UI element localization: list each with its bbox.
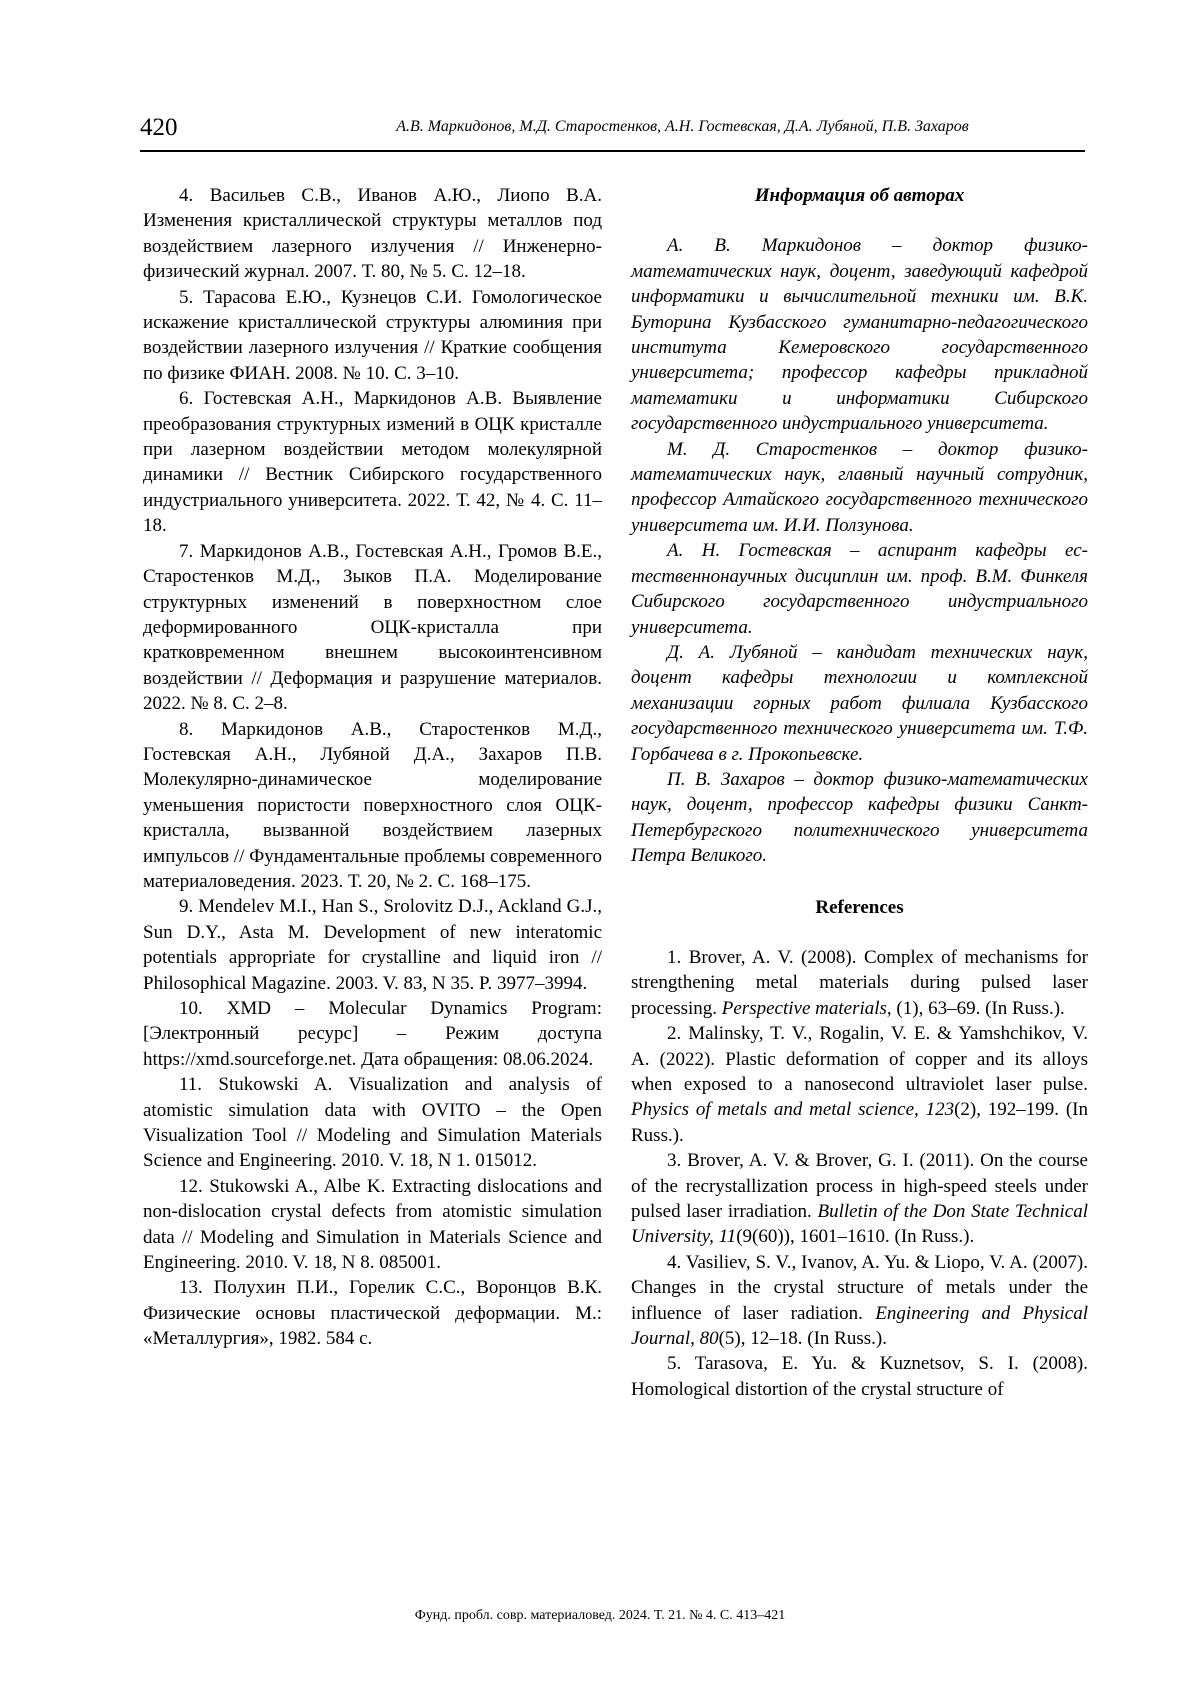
right-column: [631, 183, 1088, 1402]
reference-en-4: 4. Vasiliev, S. V., Ivanov, A. Yu. & Liopo, V. A. (2007). Changes in the crystal structure of metals under the influence of laser radiation. Engineering and Physical Journal, 80(5), 12–18. (In Russ.).: [631, 1251, 1088, 1350]
reference-ru-7: 7. Маркидонов А.В., Гостевская А.Н., Громов В.Е., Старостенков М.Д., Зыков П.А. Моделирование структурных изменений в поверхностном слое деформированного ОЦК-кристалла при кратковременном внешнем высокоинтенсивном воздействии // Деформация и разрушение материалов. 2022. № 8. С. 2–8.: [143, 540, 602, 715]
reference-ru-5: 5. Тарасова Е.Ю., Кузнецов С.И. Гомологическое искажение кристаллической структуры алюминия при воздействии лазерного излучения // Краткие сообщения по физике ФИАН. 2008. № 10. С. 3–10.: [143, 286, 602, 384]
author-info: Д. А. Лубяной – кандидат технических наук, доцент кафедры технологии и комплексной механизации горных работ филиала Кузбасского государственного технического университета им. Т.Ф. Горбачева в г. Прокопьевске.: [631, 641, 1088, 765]
author-info: П. В. Захаров – доктор физико-математических наук, доцент, профессор кафедры физики Санкт-Петербургского политехнического университета Петра Великого.: [631, 768, 1088, 867]
running-head: А.В. Маркидонов, М.Д. Старостенков, А.Н. Гостевская, Д.А. Лубяной, П.В. Захаров: [396, 118, 969, 135]
left-column: [143, 183, 602, 1352]
page-number: 420: [140, 114, 178, 141]
reference-ru-12: 12. Stukowski A., Albe K. Extracting dislocations and non-dislocation crystal defects from atomistic simulation data // Modeling and Simulation in Materials Science and Engineering. 2010. V. 18, N 8. 085001.: [143, 1175, 602, 1274]
references-en: [631, 945, 1088, 1402]
reference-ru-9: 9. Mendelev M.I., Han S., Srolovitz D.J., Ackland G.J., Sun D.Y., Asta M. Development of new interatomic potentials appropriate for crystalline and liquid iron // Philosophical Magazine. 2003. V. 83, N 35. P. 3977–3994.: [143, 896, 602, 994]
page-header: [140, 112, 1085, 144]
reference-ru-13: 13. Полухин П.И., Горелик С.С., Воронцов В.К. Физические основы пластической деформации. М.: «Металлургия», 1982. 584 с.: [143, 1277, 602, 1350]
reference-en-3: 3. Brover, A. V. & Brover, G. I. (2011). On the course of the recrystallization process in high-speed steels under pulsed laser irradiation. Bulletin of the Don State Technical University, 11(9(60)), 1601–1610. (In Russ.).: [631, 1150, 1089, 1248]
reference-ru-4: 4. Васильев С.В., Иванов А.Ю., Лиопо В.А. Изменения кристаллической структуры металлов под воздействием лазерного излучения // Инженерно-физический журнал. 2007. Т. 80, № 5. С. 12–18.: [143, 185, 602, 283]
references-heading: References: [815, 896, 904, 918]
authors-section: [631, 233, 1088, 868]
reference-en-1: 1. Brover, A. V. (2008). Complex of mechanisms for strengthening metal materials during pulsed laser processing. Perspective materials, (1), 63–69. (In Russ.).: [631, 946, 1088, 1019]
reference-ru-6: 6. Гостевская А.Н., Маркидонов А.В. Выявление преобразования структурных измений в ОЦК кристалле при лазерном воздействии методом молекулярной динамики // Вестник Сибирского государственного индустриального университета. 2022. Т. 42, № 4. С. 11–18.: [143, 388, 602, 537]
reference-ru-10: 10. XMD – Molecular Dynamics Program: [Электронный ресурс] – Режим доступа https://xmd.sourceforge.net. Дата обращения: 08.06.2024.: [143, 998, 602, 1070]
header-rule: [140, 150, 1085, 152]
reference-en-2: 2. Malinsky, T. V., Rogalin, V. E. & Yamshchikov, V. A. (2022). Plastic deformation of copper and its alloys when exposed to a nanosecond ultraviolet laser pulse. Physics of metals and metal science, 123(2), 192–199. (In Russ.).: [631, 1023, 1088, 1146]
author-info: А. Н. Гостевская – аспирант кафедры естественнонаучных дисциплин им. проф. В.М. Финкеля Сибирского государственного индустриального университета.: [631, 540, 1088, 638]
author-info: А. В. Маркидонов – доктор физико-математических наук, доцент, заведующий кафедрой информатики и вычислительной техники им. В.К. Буторина Кузбасского гуманитарно-педагогического института Keмеровского государственного университета; профессор кафедры прикладной математики и информатики Сибирского государственного индустриального университета.: [631, 235, 1088, 435]
authors-heading: Информация об авторах: [754, 185, 965, 206]
author-info: М. Д. Старостенков – доктор физико-математических наук, главный научный сотрудник, профессор Алтайского государственного технического университета им. И.И. Ползунова.: [631, 438, 1088, 536]
reference-ru-8: 8. Маркидонов А.В., Старостенков М.Д., Гостевская А.Н., Лубяной Д.А., Захаров П.В. Молекулярно-динамическое моделирование уменьшения пористости поверхностного слоя ОЦК-кристалла, вызванной воздействием лазерных импульсов // Фундаментальные проблемы современного материаловедения. 2023. Т. 20, № 2. С. 168–175.: [143, 718, 602, 892]
reference-en-5: 5. Tarasova, E. Yu. & Kuznetsov, S. I. (2008). Homological distortion of the crystal structure of: [631, 1353, 1088, 1400]
reference-ru-11: 11. Stukowski A. Visualization and analysis of atomistic simulation data with OVITO – the Open Visualization Tool // Modeling and Simulation Materials Science and Engineering. 2010. V. 18, N 1. 015012.: [143, 1074, 602, 1172]
page-footer: Фунд. пробл. совр. материаловед. 2024. Т. 21. № 4. С. 413–421: [414, 1608, 786, 1623]
